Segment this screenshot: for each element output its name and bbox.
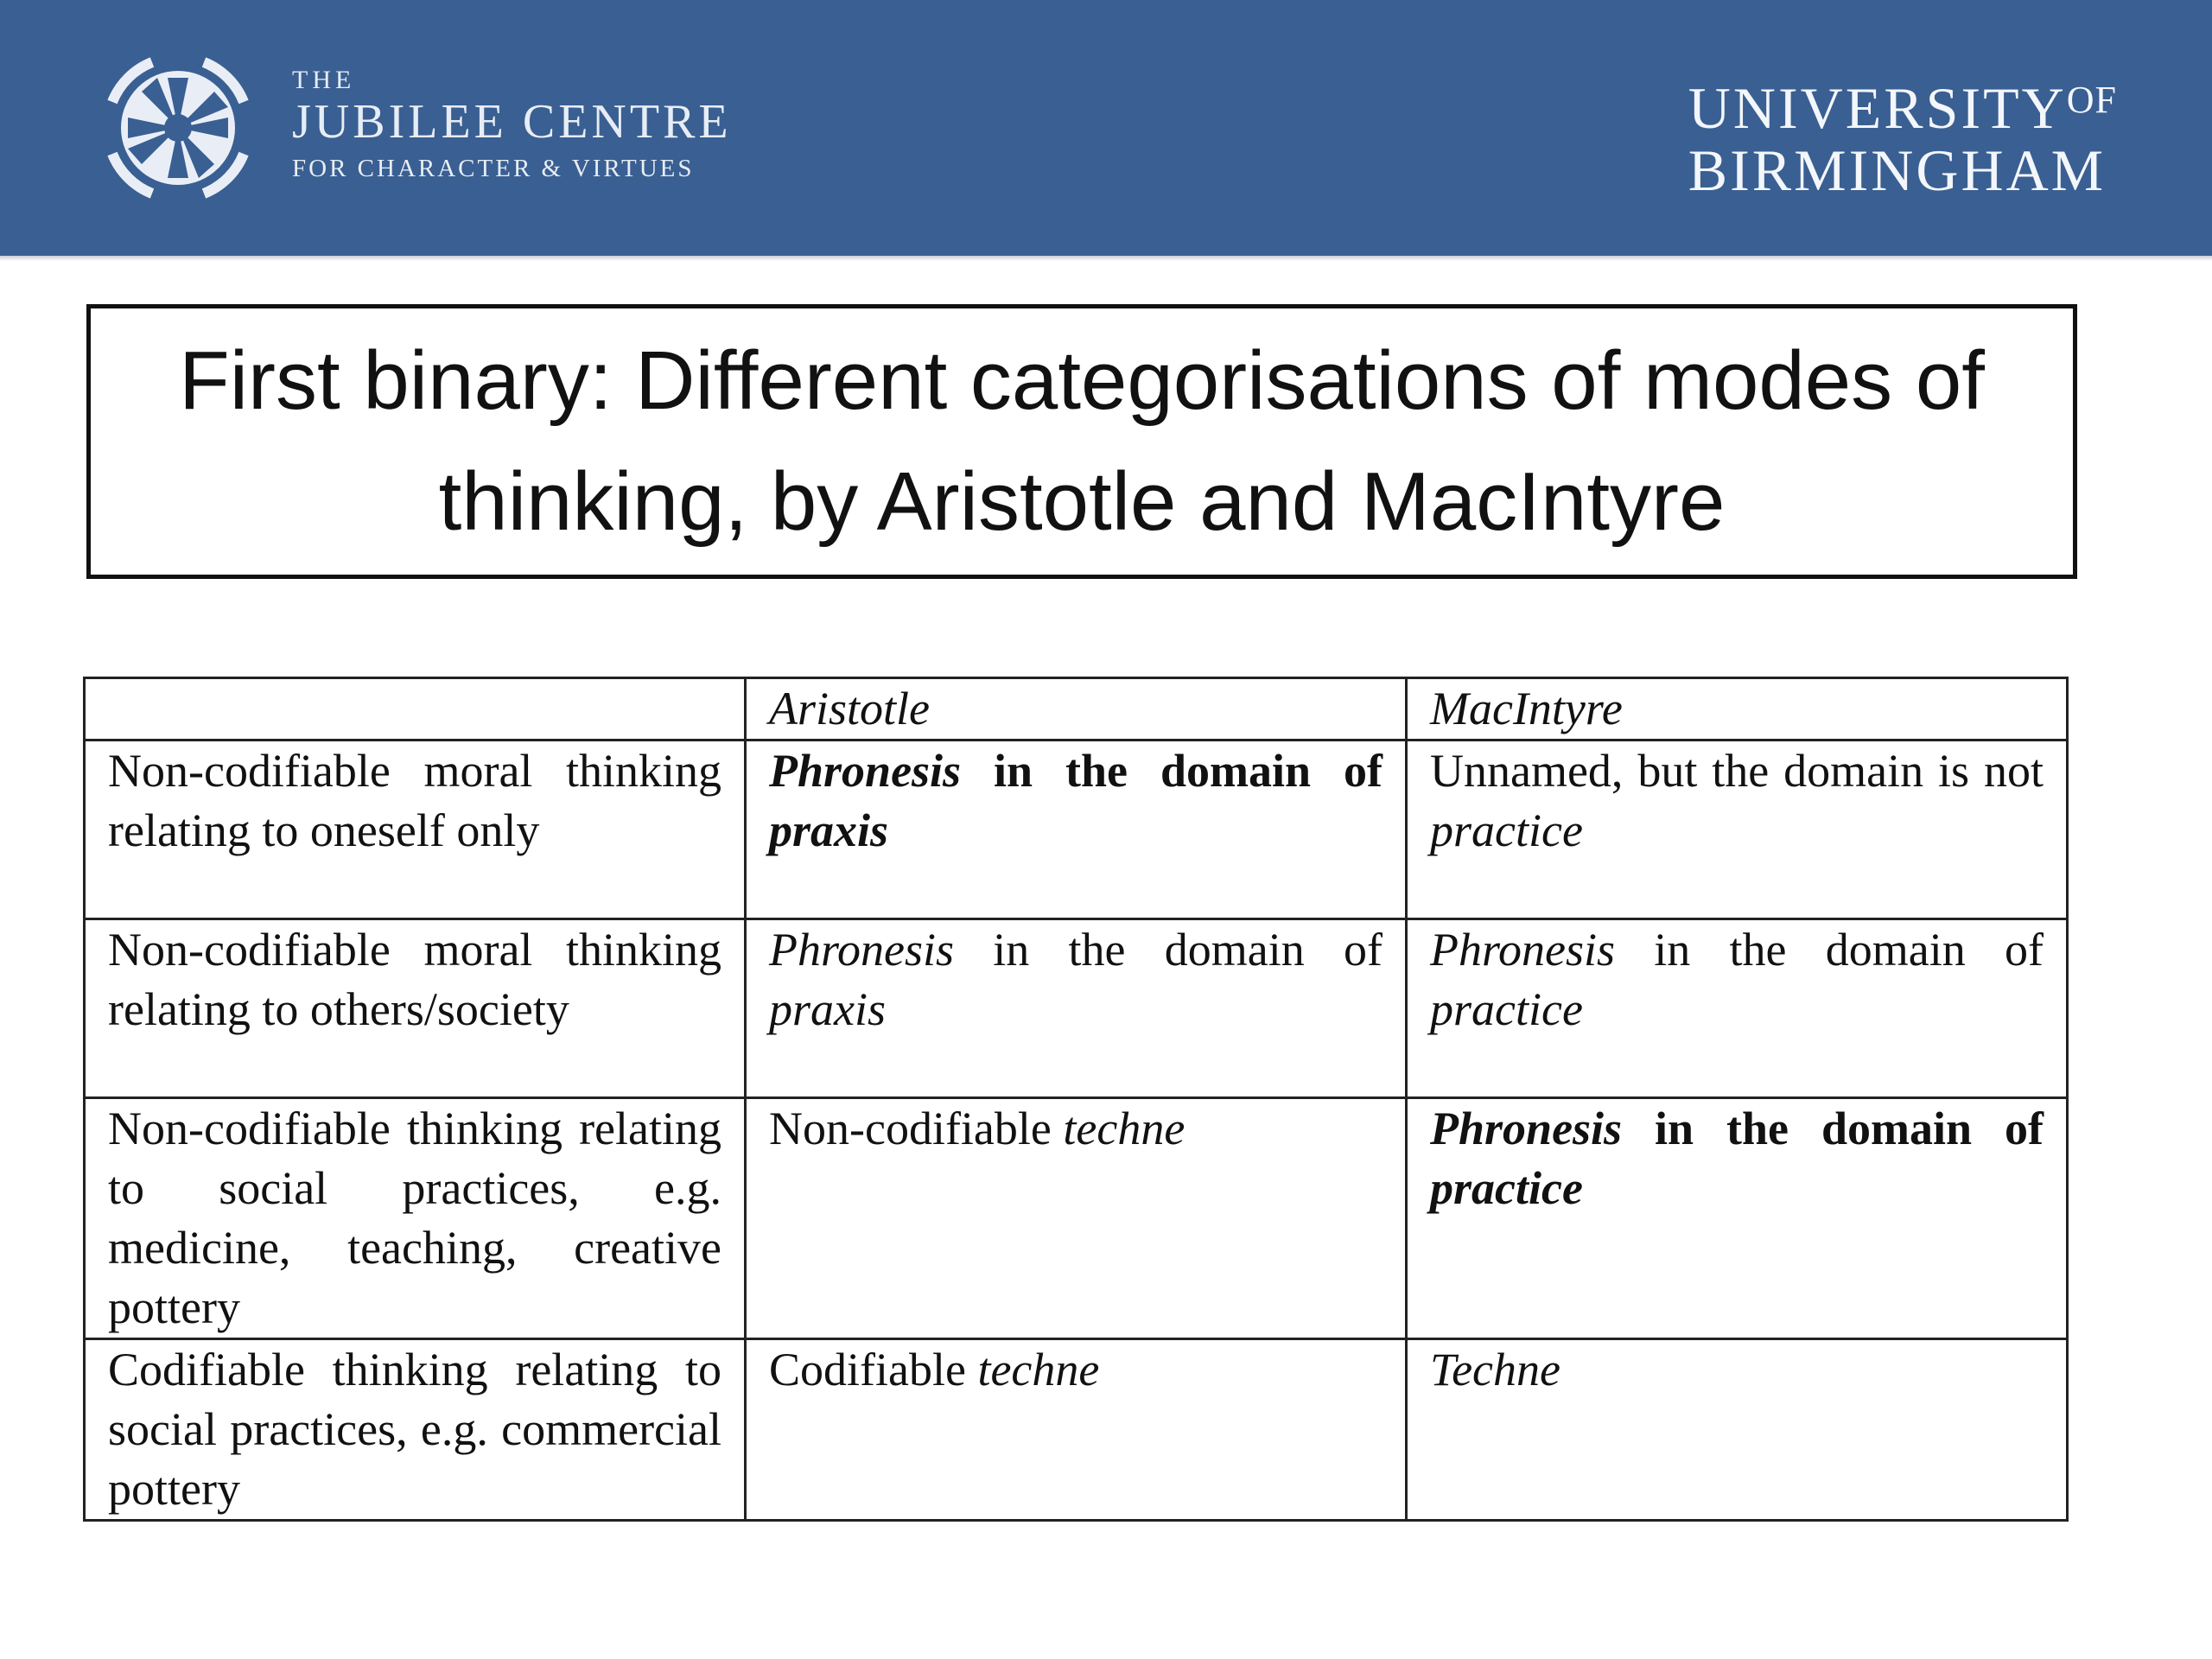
- header-macintyre: MacIntyre: [1407, 678, 2068, 741]
- row-label: Non-codifiable moral thinking relating to others/society: [85, 919, 746, 1098]
- table-header-empty: [85, 678, 746, 741]
- term: techne: [1063, 1103, 1185, 1154]
- domain: practice: [1430, 1162, 1583, 1214]
- connector: in the domain of: [1622, 1103, 2044, 1154]
- cell-text: Non-codifiable: [769, 1103, 1064, 1154]
- slide-header: [0, 0, 2212, 256]
- macintyre-cell: [1407, 741, 2068, 919]
- term: Phronesis: [1430, 1103, 1623, 1154]
- aristotle-cell: [746, 1339, 1407, 1521]
- row-label: Codifiable thinking relating to social practices, e.g. commercial pottery: [85, 1339, 746, 1521]
- cell-text: Unnamed, but the domain is not: [1430, 745, 2044, 797]
- row-label: Non-codifiable moral thinking relating to oneself only: [85, 741, 746, 919]
- domain: practice: [1430, 983, 1583, 1035]
- logo-jubilee-centre: JUBILEE CENTRE: [292, 95, 732, 149]
- term: Phronesis: [1430, 924, 1615, 976]
- table-row: [85, 741, 2068, 919]
- birmingham-word: BIRMINGHAM: [1688, 137, 2107, 203]
- connector: in the domain of: [1615, 924, 2044, 976]
- table-row: [85, 1098, 2068, 1339]
- aristotle-cell: [746, 1098, 1407, 1339]
- jubilee-centre-emblem-icon: [85, 35, 271, 221]
- header-aristotle: Aristotle: [746, 678, 1407, 741]
- term: techne: [977, 1344, 1100, 1395]
- connector: in the domain of: [954, 924, 1382, 976]
- domain: praxis: [769, 804, 889, 856]
- term: practice: [1430, 804, 1583, 856]
- aristotle-cell: [746, 741, 1407, 919]
- domain: praxis: [769, 983, 886, 1035]
- table-row: [85, 1339, 2068, 1521]
- university-logo: [1688, 69, 2117, 201]
- term: Phronesis: [769, 745, 962, 797]
- table-row: [85, 919, 2068, 1098]
- macintyre-cell: [1407, 1339, 2068, 1521]
- table-header-row: [85, 678, 2068, 741]
- macintyre-cell: [1407, 919, 2068, 1098]
- header-divider: [0, 256, 2212, 261]
- term: Techne: [1430, 1344, 1560, 1395]
- jubilee-centre-logo-text: [292, 67, 732, 183]
- term: Phronesis: [769, 924, 954, 976]
- university-of: OF: [2066, 79, 2117, 121]
- macintyre-cell: [1407, 1098, 2068, 1339]
- university-word: UNIVERSITY: [1688, 75, 2067, 141]
- cell-text: Codifiable: [769, 1344, 978, 1395]
- slide-title: First binary: Different categorisations of modes of thinking, by Aristotle and MacIntyre: [179, 334, 1985, 548]
- title-box: [86, 304, 2077, 579]
- connector: in the domain of: [961, 745, 1382, 797]
- aristotle-cell: [746, 919, 1407, 1098]
- comparison-table: [83, 677, 2069, 1522]
- logo-character-virtues: FOR CHARACTER & VIRTUES: [292, 155, 695, 182]
- logo-the: THE: [292, 66, 356, 94]
- row-label: Non-codifiable thinking relating to social practices, e.g. medicine, teaching, creative pottery: [85, 1098, 746, 1339]
